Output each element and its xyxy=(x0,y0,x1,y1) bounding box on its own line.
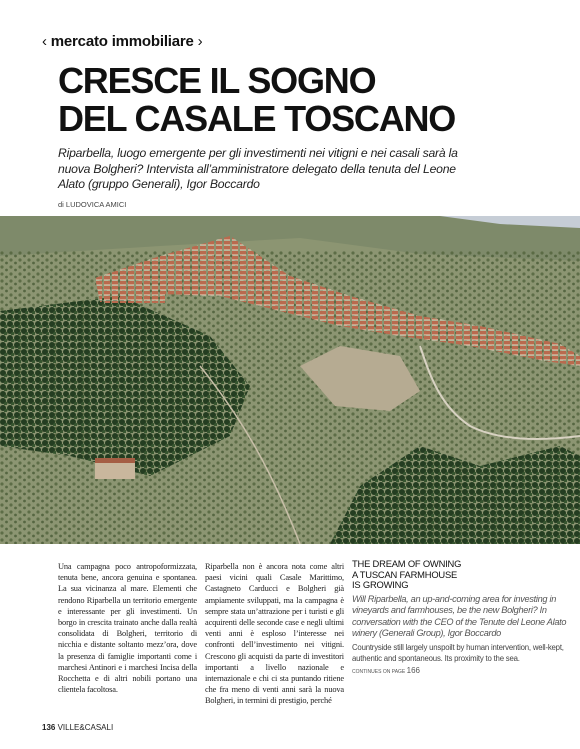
body-column-1: Una campagna poco antropoformizzata, tenuta bene, ancora genuina e spontanea. La sua vicinanza al mare. Elementi che rendono Riparbella un territorio emergente e interessante per gli investimenti. Un borgo in crescita trainato anche dalla realtà consolidata di Bolgheri, territorio di nicchia e distante soltanto mezz’ora, dove la presenza di famiglie importanti come i marchesi Antinori e i marchesi Incisa della Rocchetta e di altri nobili portano una clientela facoltosa. xyxy=(58,562,197,695)
section-chevron-left: ‹ xyxy=(42,33,47,50)
continues-page-number: 166 xyxy=(406,666,420,676)
page-folio xyxy=(42,723,113,732)
page-number: 136 xyxy=(42,723,56,732)
headline-line-2: DEL CASALE TOSCANO xyxy=(58,98,456,139)
byline: di LUDOVICA AMICI xyxy=(58,200,127,209)
continues-label: CONTINUES ON PAGE xyxy=(352,669,406,676)
magazine-name: VILLE&CASALI xyxy=(57,723,114,732)
photo-building-left xyxy=(105,289,165,303)
english-summary xyxy=(352,559,567,675)
section-tag xyxy=(42,33,202,50)
article-deck: Riparbella, luogo emergente per gli investimenti nei vitigni e nei casali sarà la nuova Bolgheri? Intervista all’amministratore delegato della tenuta del Leone Alato (gruppo Generali), Igor Boccardo xyxy=(58,146,458,191)
article-headline xyxy=(58,62,558,138)
summary-title-line-1: THE DREAM OF OWNING xyxy=(352,558,462,569)
continues-note xyxy=(352,666,567,675)
photo-farmhouse xyxy=(95,461,135,479)
summary-body: Countryside still largely unspoilt by human intervention, well-kept, authentic and spontaneous. Its proximity to the sea. xyxy=(352,643,564,663)
summary-title xyxy=(352,559,567,591)
headline-line-1: CRESCE IL SOGNO xyxy=(58,60,376,101)
photo-farmhouse-roof xyxy=(95,458,135,463)
section-label: mercato immobiliare xyxy=(50,33,194,50)
section-chevron-right: › xyxy=(197,33,203,50)
summary-title-line-2: A TUSCAN FARMHOUSE xyxy=(352,568,458,580)
summary-title-line-3: IS GROWING xyxy=(352,579,409,591)
body-column-2: Riparbella non è ancora nota come altri paesi vicini quali Casale Marittimo, Castagneto Carducci e Bolgheri già ampiamente sviluppati, ma la campagna è sempre stata un’attrazione per i turisti e gli acquirenti delle seconde case e negli ultimi venti anni è esploso l’interesse nei confronti dell’investimento nei vitigni. Crescono gli acquisti da parte di investitori importanti a livello nazionale e internazionale e chi ci sta puntando ritiene che fra meno di venti anni sarà la nuova Bolgheri, in termini di prestigio, perché xyxy=(205,562,344,706)
aerial-village-photo xyxy=(0,216,580,544)
summary-intro: Will Riparbella, an up-and-coming area for investing in vineyards and farmhouses, be the new Bolgheri? In conversation with the CEO of the Tenute del Leone Alato winery (Generali Group), Igor Boccardo xyxy=(352,593,567,638)
